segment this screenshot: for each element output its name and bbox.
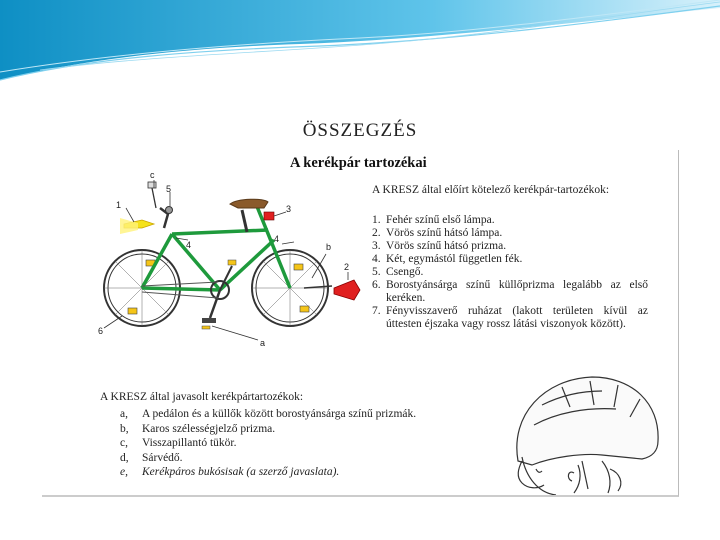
label-b: b [326,242,332,252]
label-a: a [260,338,266,348]
label-5: 5 [166,184,172,194]
slide-title: ÖSSZEGZÉS [302,120,418,141]
label-1: 1 [116,200,122,210]
list-item [372,305,648,331]
list-item [372,227,648,240]
recommended-accessories-intro: A KRESZ által javasolt kerékpártartozékok: [100,391,304,403]
list-item [120,422,416,437]
item-number: 7. [372,305,381,317]
item-text: A pedálon és a küllők között borostyánsárga színű prizmák. [142,408,417,420]
item-letter: a, [120,408,128,420]
figure-title: A kerékpár tartozékai [290,155,427,171]
item-letter: e, [120,466,128,478]
item-text: Kerékpáros bukósisak (a szerző javaslata). [142,466,340,478]
item-text: Sárvédő. [142,451,183,464]
item-number: 5. [372,266,381,278]
item-text: Borostyánsárga színű küllőprizma legalább az első keréken. [386,279,648,304]
bicycle-accessories-figure [42,150,679,497]
item-number: 2. [372,227,381,239]
item-letter: b, [120,422,129,435]
label-4-front: 4 [274,234,280,244]
list-item [372,253,648,266]
spoke-prism-front [294,264,303,270]
item-letter: c, [120,437,128,449]
list-item [372,266,648,279]
required-accessories-intro: A KRESZ által előírt kötelező kerékpár-tartozékok: [372,184,610,196]
item-number: 3. [372,240,381,252]
item-number: 6. [372,279,381,291]
item-text: Visszapillantó tükör. [142,437,237,449]
bell [166,207,173,214]
item-text: Csengő. [386,266,424,278]
item-text: Fehér színű első lámpa. [386,214,495,226]
item-text: Vörös színű hátsó lámpa. [386,227,503,239]
label-4-rear: 4 [186,240,192,250]
list-item [372,214,648,227]
spoke-prism-front [300,306,309,312]
list-item [120,451,416,466]
list-item [372,279,648,305]
label-3: 3 [286,204,292,214]
list-item [120,436,416,451]
pedal [202,318,216,323]
header-wave-decoration [0,0,720,90]
item-text: Fényvisszaverő ruházat (lakott területen kívül az úttesten éjszaka vagy rossz látási viszonyok között). [386,305,648,330]
item-text: Karos szélességjelző prizma. [142,422,276,435]
item-number: 1. [372,214,381,226]
helmet-illustration [482,365,672,495]
item-text: Vörös színű hátsó prizma. [386,240,507,252]
bicycle-illustration [42,168,372,358]
label-6: 6 [98,326,104,336]
label-2: 2 [344,262,350,272]
item-number: 4. [372,253,381,265]
item-text: Két, egymástól független fék. [386,253,523,265]
recommended-accessories-list [120,407,416,480]
spoke-prism-rear [128,308,137,314]
mirror-stalk [152,188,156,208]
item-letter: d, [120,451,129,464]
rear-reflector [264,212,274,220]
label-c: c [150,170,155,180]
rear-light [334,280,360,300]
list-item [120,465,416,480]
required-accessories-list [372,214,648,331]
list-item [120,407,416,422]
list-item [372,240,648,253]
saddle [230,199,268,208]
